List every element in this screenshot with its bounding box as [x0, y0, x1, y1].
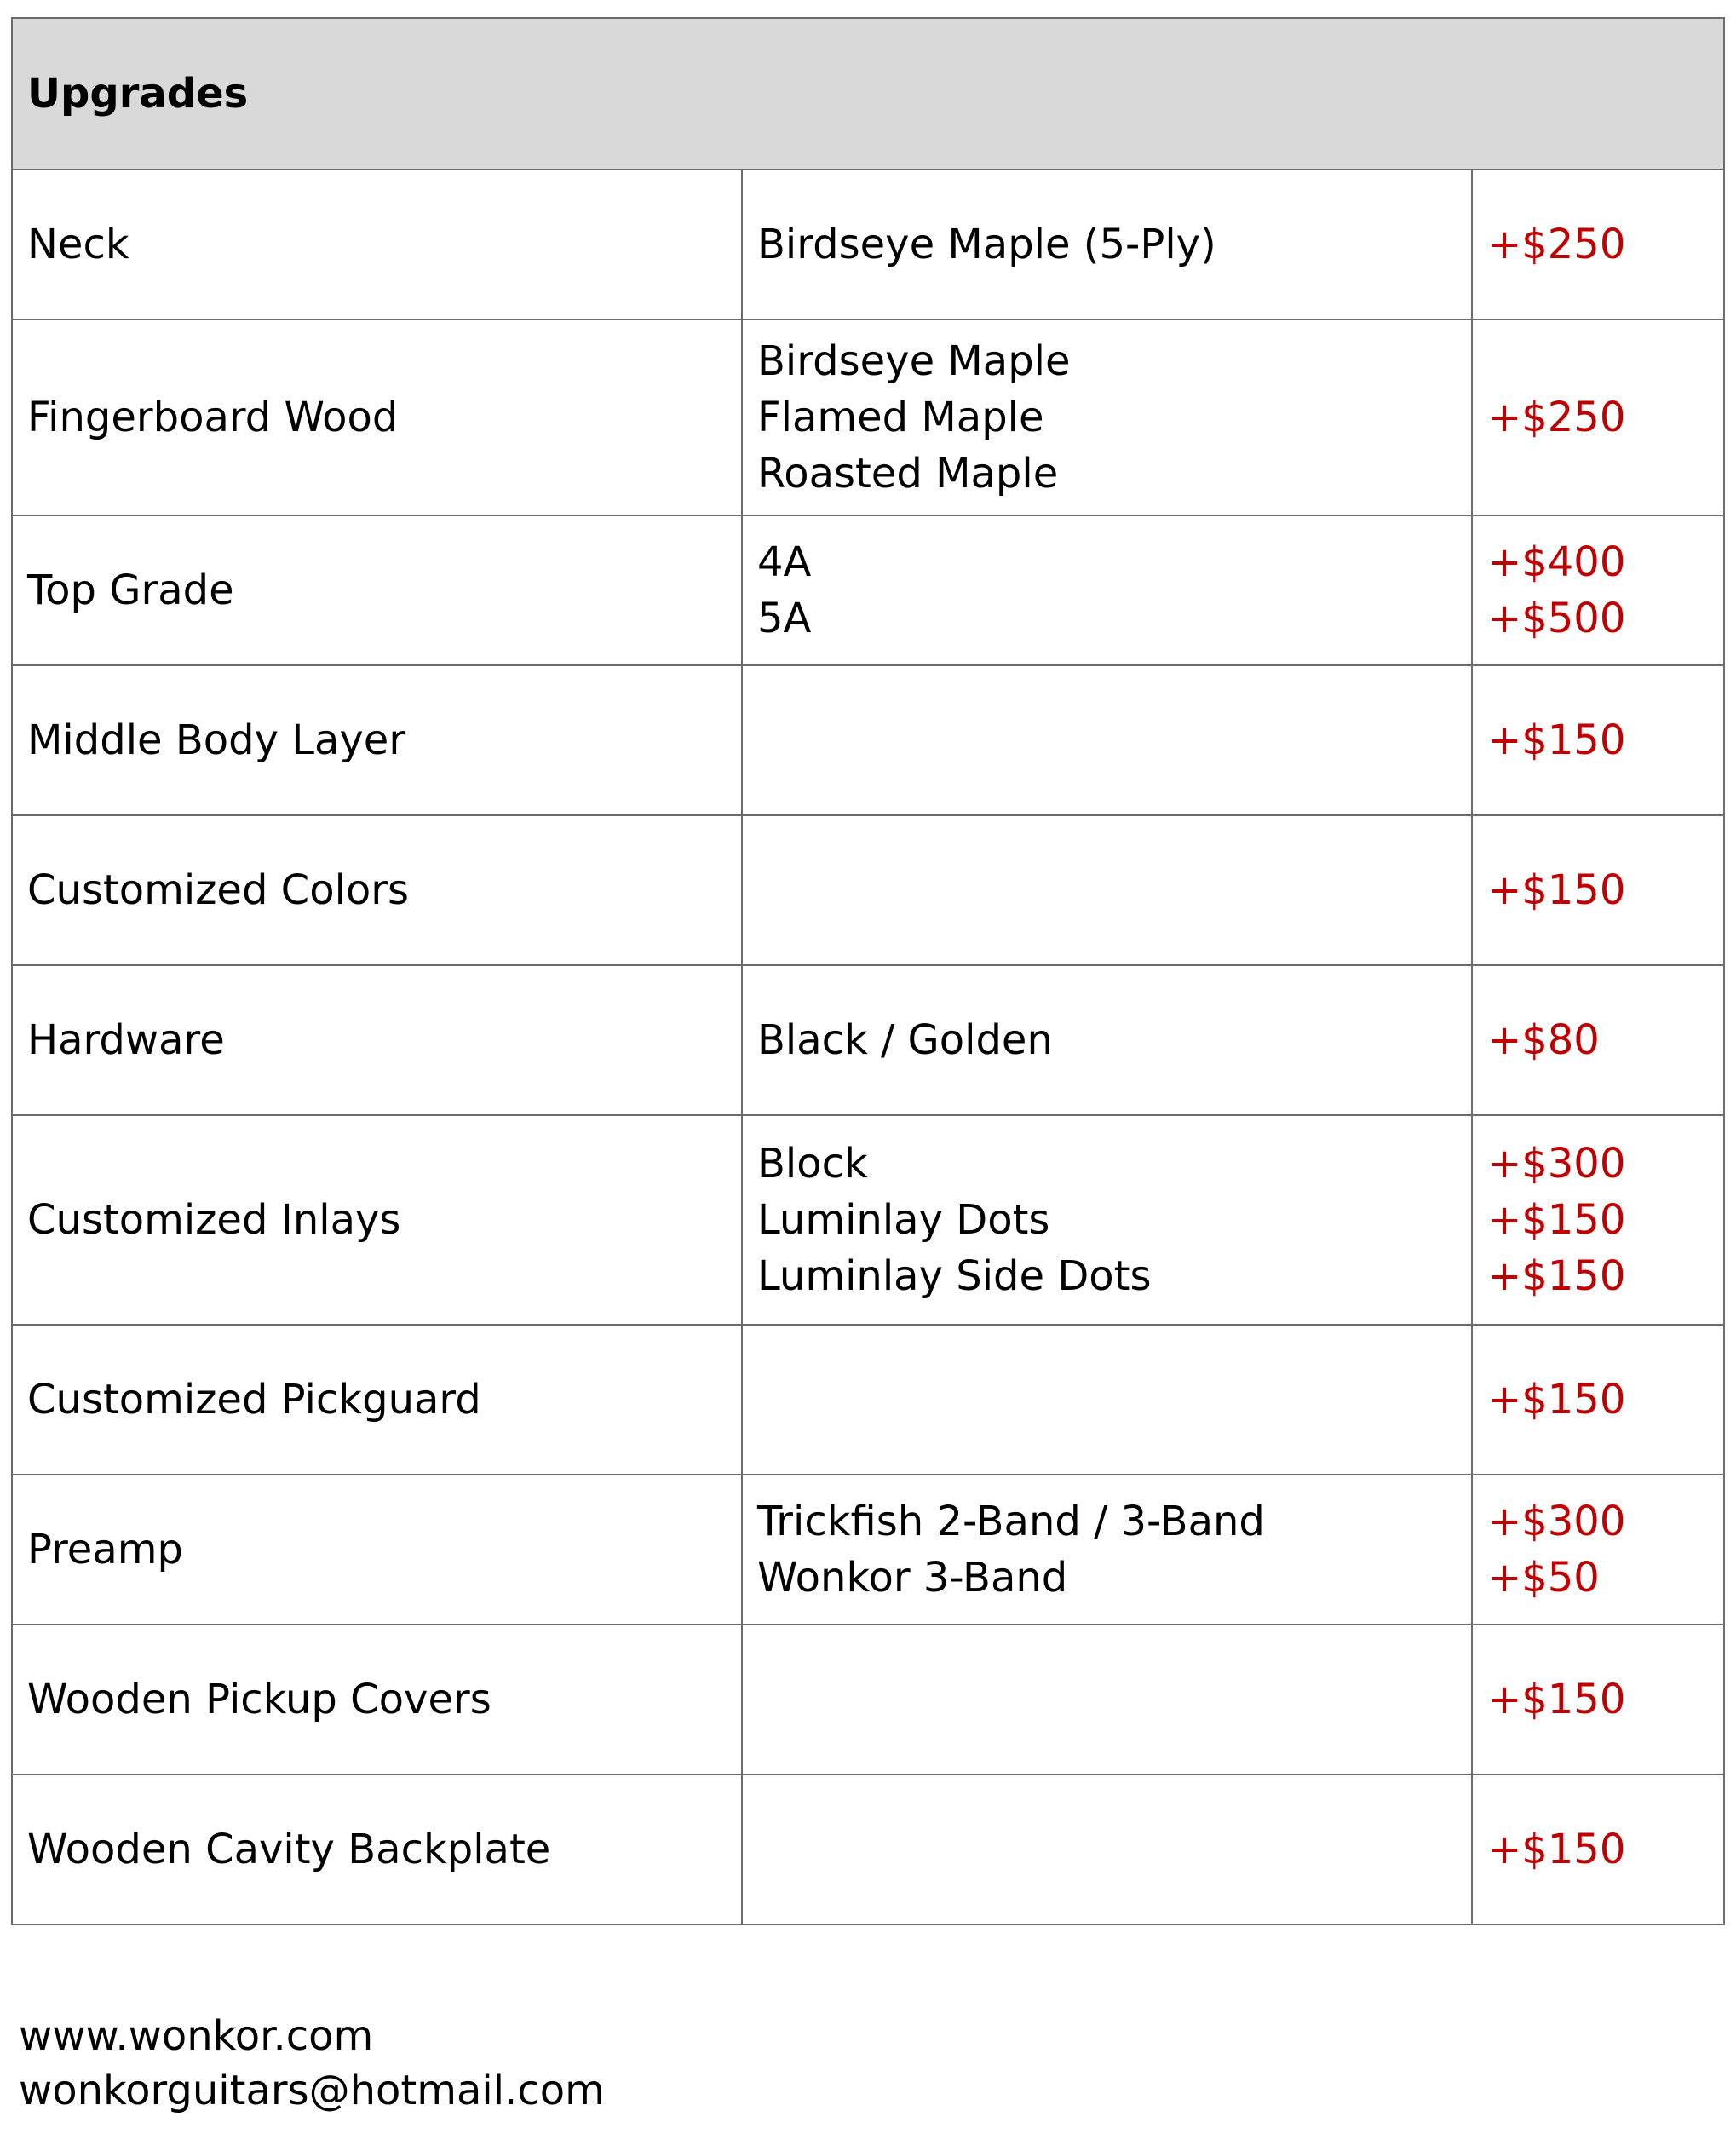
price-line: +$150 [1487, 1826, 1626, 1873]
upgrade-options [742, 515, 1472, 665]
upgrade-price [1472, 170, 1724, 319]
option-line: Flamed Maple [757, 394, 1044, 441]
table-row [12, 1774, 1724, 1924]
table-row [12, 515, 1724, 665]
price-line: +$150 [1487, 1252, 1626, 1300]
option-line: Luminlay Side Dots [757, 1252, 1152, 1300]
upgrade-name: Fingerboard Wood [12, 319, 742, 515]
upgrade-options [742, 1475, 1472, 1625]
price-line: +$300 [1487, 1140, 1626, 1188]
email-link[interactable]: wonkorguitars@hotmail.com [19, 2067, 605, 2114]
price-line: +$250 [1487, 221, 1626, 268]
upgrade-name: Wooden Cavity Backplate [12, 1774, 742, 1924]
table-row [12, 1625, 1724, 1774]
upgrade-name: Customized Pickguard [12, 1325, 742, 1475]
upgrade-options [742, 170, 1472, 319]
table-row [12, 1325, 1724, 1475]
upgrade-name: Preamp [12, 1475, 742, 1625]
option-line: Birdseye Maple (5-Ply) [757, 221, 1216, 268]
price-line: +$150 [1487, 716, 1626, 764]
price-line: +$150 [1487, 866, 1626, 914]
option-line: Trickfish 2-Band / 3-Band [757, 1498, 1265, 1545]
upgrade-options [742, 1625, 1472, 1774]
website-link[interactable]: www.wonkor.com [19, 2012, 374, 2060]
upgrade-price [1472, 1475, 1724, 1625]
upgrade-price [1472, 815, 1724, 965]
upgrade-name: Customized Inlays [12, 1115, 742, 1325]
upgrade-options [742, 1115, 1472, 1325]
upgrade-price [1472, 1325, 1724, 1475]
upgrade-price [1472, 1625, 1724, 1774]
upgrade-price [1472, 319, 1724, 515]
upgrade-options [742, 965, 1472, 1115]
table-title: Upgrades [12, 18, 1724, 170]
price-line: +$80 [1487, 1016, 1600, 1064]
price-line: +$500 [1487, 595, 1626, 642]
contact-footer [19, 2009, 605, 2118]
table-row [12, 319, 1724, 515]
upgrades-table [11, 17, 1725, 1925]
option-line: Block [757, 1140, 868, 1188]
upgrade-price [1472, 665, 1724, 815]
upgrade-options [742, 815, 1472, 965]
table-row [12, 665, 1724, 815]
table-row [12, 170, 1724, 319]
upgrade-name: Neck [12, 170, 742, 319]
option-line: Roasted Maple [757, 450, 1059, 498]
upgrade-name: Hardware [12, 965, 742, 1115]
option-line: Birdseye Maple [757, 337, 1071, 385]
price-line: +$150 [1487, 1676, 1626, 1723]
price-line: +$150 [1487, 1376, 1626, 1424]
table-row [12, 965, 1724, 1115]
upgrade-price [1472, 965, 1724, 1115]
table-row [12, 815, 1724, 965]
table-row [12, 1115, 1724, 1325]
upgrade-name: Top Grade [12, 515, 742, 665]
upgrade-price [1472, 1115, 1724, 1325]
upgrade-options [742, 1774, 1472, 1924]
upgrade-price [1472, 1774, 1724, 1924]
option-line: Luminlay Dots [757, 1196, 1050, 1244]
upgrade-options [742, 319, 1472, 515]
price-line: +$300 [1487, 1498, 1626, 1545]
upgrade-name: Customized Colors [12, 815, 742, 965]
upgrade-name: Wooden Pickup Covers [12, 1625, 742, 1774]
option-line: Black / Golden [757, 1016, 1053, 1064]
price-line: +$250 [1487, 394, 1626, 441]
upgrade-options [742, 1325, 1472, 1475]
upgrade-options [742, 665, 1472, 815]
upgrade-price [1472, 515, 1724, 665]
option-line: 5A [757, 595, 812, 642]
price-line: +$400 [1487, 538, 1626, 586]
upgrade-name: Middle Body Layer [12, 665, 742, 815]
price-line: +$150 [1487, 1196, 1626, 1244]
table-row [12, 1475, 1724, 1625]
option-line: 4A [757, 538, 812, 586]
option-line: Wonkor 3-Band [757, 1554, 1068, 1602]
price-line: +$50 [1487, 1554, 1600, 1602]
table-header-row [12, 18, 1724, 170]
